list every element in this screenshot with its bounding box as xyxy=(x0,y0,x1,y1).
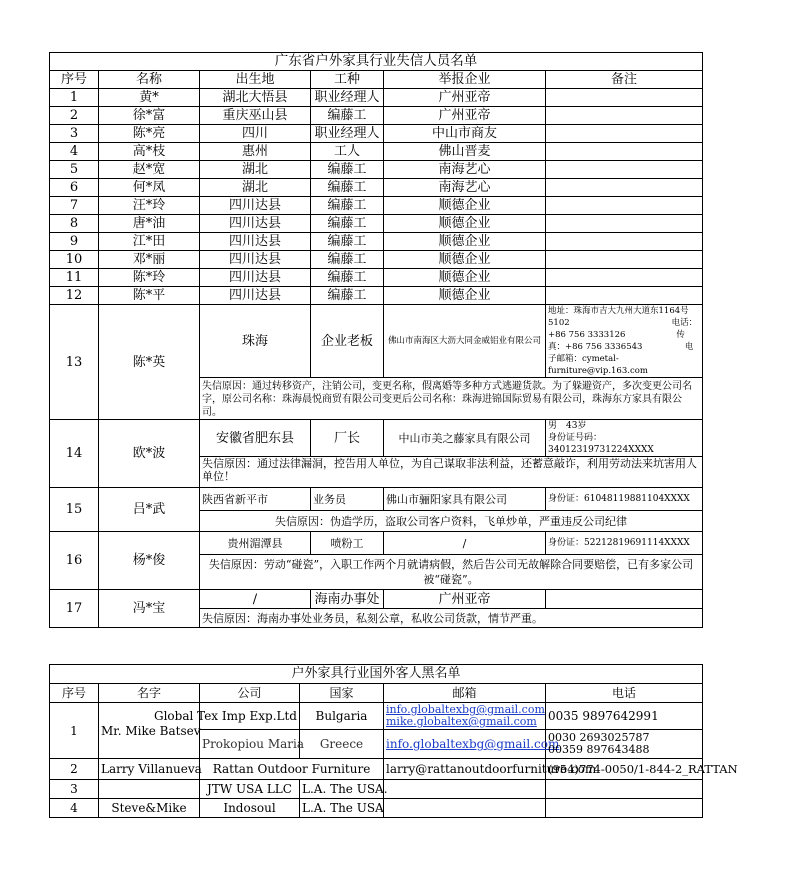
row-company: Global Tex Imp Exp.Ltd xyxy=(200,703,300,730)
row-company: 佛山市南海区大沥大同金威铝业有限公司 xyxy=(384,305,546,378)
header-country: 国家 xyxy=(300,684,384,703)
row-no: 15 xyxy=(50,488,99,532)
row-reason: 失信原因：海南办事处业务员，私刻公章，私收公司货款，情节严重。 xyxy=(200,609,703,628)
table-row xyxy=(50,107,703,125)
row-no: 7 xyxy=(50,197,99,215)
row-job: 编藤工 xyxy=(311,215,384,233)
row-note xyxy=(546,179,703,197)
row-note xyxy=(546,125,703,143)
email-link[interactable]: info.globaltexbg@gmail.com xyxy=(386,703,545,716)
row-name: 冯*宝 xyxy=(99,590,200,628)
row-company: / xyxy=(384,532,546,555)
header-origin: 出生地 xyxy=(200,71,311,89)
row-job: 职业经理人 xyxy=(311,89,384,107)
table-row xyxy=(50,269,703,287)
row-job: 业务员 xyxy=(311,488,384,511)
row-company: 顺德企业 xyxy=(384,215,546,233)
row-company: 佛山市骊阳家具有限公司 xyxy=(384,488,546,511)
table-row xyxy=(50,143,703,161)
row-no: 2 xyxy=(50,107,99,125)
row-company: 南海艺心 xyxy=(384,161,546,179)
row-no: 3 xyxy=(50,125,99,143)
email-link[interactable]: info.globaltexbg@gmail.com xyxy=(386,737,560,751)
row-job: 海南办事处 xyxy=(311,590,384,609)
row-name xyxy=(99,780,200,799)
row-email xyxy=(384,780,546,799)
table-row xyxy=(50,780,703,799)
table-row xyxy=(50,161,703,179)
row-no: 13 xyxy=(50,305,99,420)
row-job: 编藤工 xyxy=(311,269,384,287)
row-no: 14 xyxy=(50,420,99,488)
row-name: 徐*富 xyxy=(99,107,200,125)
row-no: 4 xyxy=(50,143,99,161)
row-company: 南海艺心 xyxy=(384,179,546,197)
row-no: 16 xyxy=(50,532,99,590)
row-country: Greece xyxy=(300,730,384,759)
row-no: 3 xyxy=(50,780,99,799)
row-name: 陈*平 xyxy=(99,287,200,305)
header-row xyxy=(50,684,703,703)
row-name: 欧*波 xyxy=(99,420,200,488)
table-row xyxy=(50,420,703,457)
row-name: Steve&Mike xyxy=(99,799,200,818)
row-job: 编藤工 xyxy=(311,233,384,251)
foreign-blacklist-table xyxy=(49,664,738,818)
table-row xyxy=(50,799,703,818)
header-phone: 电话 xyxy=(546,684,703,703)
row-name: 陈*玲 xyxy=(99,269,200,287)
row-origin: 四川达县 xyxy=(200,197,311,215)
row-company: Indosoul xyxy=(200,799,300,818)
row-email xyxy=(384,703,546,730)
row-company: Rattan Outdoor Furniture xyxy=(200,759,384,780)
row-company: 顺德企业 xyxy=(384,287,546,305)
row-phone: (954)774-0050/1-844-2_RATTAN xyxy=(546,759,703,780)
row-note: 身份证：61048119881104XXXX xyxy=(546,488,703,511)
row-no: 2 xyxy=(50,759,99,780)
row-note xyxy=(546,590,703,609)
row-origin: 惠州 xyxy=(200,143,311,161)
row-phone xyxy=(546,780,703,799)
row-no: 1 xyxy=(50,703,99,759)
row-note xyxy=(546,89,703,107)
row-origin: 安徽省肥东县 xyxy=(200,420,311,457)
row-origin: 四川达县 xyxy=(200,269,311,287)
table-row xyxy=(50,759,703,780)
row-note xyxy=(546,251,703,269)
row-note xyxy=(546,143,703,161)
blacklist-table xyxy=(49,52,703,628)
row-name: 江*田 xyxy=(99,233,200,251)
row-no: 4 xyxy=(50,799,99,818)
row-phone xyxy=(546,730,703,759)
row-name: 黄* xyxy=(99,89,200,107)
row-company: Prokopiou Maria xyxy=(200,730,300,759)
row-job: 厂长 xyxy=(311,420,384,457)
row-origin: 贵州湄潭县 xyxy=(200,532,311,555)
table-row xyxy=(50,233,703,251)
table-row xyxy=(50,305,703,378)
header-job: 工种 xyxy=(311,71,384,89)
phone-line: 00359 897643488 xyxy=(548,743,650,756)
row-job: 编藤工 xyxy=(311,179,384,197)
row-job: 编藤工 xyxy=(311,107,384,125)
header-no: 序号 xyxy=(50,71,99,89)
row-job: 工人 xyxy=(311,143,384,161)
row-name: 陈*亮 xyxy=(99,125,200,143)
row-origin: 湖北大悟县 xyxy=(200,89,311,107)
row-name: 高*枝 xyxy=(99,143,200,161)
row-reason: 失信原因：通过法律漏洞，控告用人单位，为自己谋取非法利益，还蓄意敲诈，利用劳动法来坑害用人单位！ xyxy=(200,457,703,488)
row-origin: 四川达县 xyxy=(200,233,311,251)
row-name: 陈*英 xyxy=(99,305,200,420)
table-row xyxy=(50,287,703,305)
row-reason: 失信原因：通过转移资产，注销公司，变更名称，假离婚等多种方式逃避货款。为了躲避资产，多次变更公司名字，原公司名称：珠海晨悦商贸有限公司变更后公司名称：珠海进锦国际贸易有限公司，珠海东方家具有限公司。 xyxy=(200,378,703,420)
header-note: 备注 xyxy=(546,71,703,89)
row-country: Bulgaria xyxy=(300,703,384,730)
row-company: 广州亚帝 xyxy=(384,590,546,609)
row-job: 编藤工 xyxy=(311,287,384,305)
header-name: 名称 xyxy=(99,71,200,89)
row-name: 唐*油 xyxy=(99,215,200,233)
row-name: Larry Villanueva xyxy=(99,759,200,780)
row-job: 编藤工 xyxy=(311,197,384,215)
note-line: 身份证号码：34012319731224XXXX xyxy=(548,433,654,455)
row-company: 中山市商友 xyxy=(384,125,546,143)
row-reason: 失信原因：伪造学历，盗取公司客户资料，飞单炒单，严重违反公司纪律 xyxy=(200,511,703,532)
table-row xyxy=(50,590,703,609)
row-phone: 0035 9897642991 xyxy=(546,703,703,730)
row-note xyxy=(546,107,703,125)
table-title: 户外家具行业国外客人黑名单 xyxy=(50,665,703,684)
header-company: 举报企业 xyxy=(384,71,546,89)
row-note xyxy=(546,233,703,251)
note-line: 男 43岁 xyxy=(548,421,587,431)
row-name: 邓*丽 xyxy=(99,251,200,269)
row-note xyxy=(546,197,703,215)
row-job: 企业老板 xyxy=(311,305,384,378)
row-name: 何*凤 xyxy=(99,179,200,197)
row-company: 顺德企业 xyxy=(384,197,546,215)
row-company: JTW USA LLC xyxy=(200,780,300,799)
row-origin: 重庆巫山县 xyxy=(200,107,311,125)
row-no: 5 xyxy=(50,161,99,179)
row-origin: 四川达县 xyxy=(200,251,311,269)
row-job: 编藤工 xyxy=(311,251,384,269)
row-note xyxy=(546,269,703,287)
row-company: 广州亚帝 xyxy=(384,89,546,107)
row-note xyxy=(546,215,703,233)
row-name: 汪*玲 xyxy=(99,197,200,215)
row-note xyxy=(546,420,703,457)
table-row xyxy=(50,488,703,511)
row-origin: 四川达县 xyxy=(200,215,311,233)
table-row xyxy=(50,197,703,215)
table-title: 广东省户外家具行业失信人员名单 xyxy=(50,53,703,71)
row-country: L.A. The USA xyxy=(300,799,384,818)
row-note xyxy=(546,287,703,305)
row-job: 喷粉工 xyxy=(311,532,384,555)
row-company: 顺德企业 xyxy=(384,233,546,251)
table-row xyxy=(50,532,703,555)
row-job: 职业经理人 xyxy=(311,125,384,143)
row-company: 中山市美之藤家具有限公司 xyxy=(384,420,546,457)
row-note xyxy=(546,161,703,179)
row-email: larry@rattanoutdoorfurniture.com xyxy=(384,759,546,780)
row-origin: / xyxy=(200,590,311,609)
table-row xyxy=(50,215,703,233)
row-company: 顺德企业 xyxy=(384,269,546,287)
row-no: 12 xyxy=(50,287,99,305)
row-origin: 四川 xyxy=(200,125,311,143)
email-link[interactable]: mike.globaltex@gmail.com xyxy=(386,715,537,728)
row-no: 1 xyxy=(50,89,99,107)
header-no: 序号 xyxy=(50,684,99,703)
row-phone xyxy=(546,799,703,818)
table-row xyxy=(50,89,703,107)
row-country: L.A. The USA. xyxy=(300,780,384,799)
header-row xyxy=(50,71,703,89)
row-no: 6 xyxy=(50,179,99,197)
table-row xyxy=(50,703,703,730)
row-name: Mr. Mike Batsev xyxy=(99,703,200,759)
phone-line: 0030 2693025787 xyxy=(548,731,650,744)
row-note: 地址：珠海市吉大九州大道东1164号5102 电话：+86 756 3333126 传真：+86 756 3336543 电子邮箱：cymetal-furniture@vip.163.com xyxy=(546,305,703,378)
row-origin: 湖北 xyxy=(200,161,311,179)
row-origin: 四川达县 xyxy=(200,287,311,305)
row-name: 赵*宽 xyxy=(99,161,200,179)
row-origin: 湖北 xyxy=(200,179,311,197)
table-row xyxy=(50,251,703,269)
row-name: 杨*俊 xyxy=(99,532,200,590)
table-row xyxy=(50,179,703,197)
row-email xyxy=(384,730,560,759)
row-company: 佛山晋麦 xyxy=(384,143,546,161)
row-origin: 珠海 xyxy=(200,305,311,378)
row-company: 顺德企业 xyxy=(384,251,546,269)
row-no: 11 xyxy=(50,269,99,287)
header-company: 公司 xyxy=(200,684,300,703)
row-no: 8 xyxy=(50,215,99,233)
row-company: 广州亚帝 xyxy=(384,107,546,125)
row-origin: 陕西省新平市 xyxy=(200,488,311,511)
table-row xyxy=(50,125,703,143)
header-email: 邮箱 xyxy=(384,684,546,703)
row-no: 10 xyxy=(50,251,99,269)
row-no: 9 xyxy=(50,233,99,251)
row-no: 17 xyxy=(50,590,99,628)
header-name: 名字 xyxy=(99,684,200,703)
row-job: 编藤工 xyxy=(311,161,384,179)
row-email xyxy=(384,799,546,818)
row-note: 身份证：52212819691114XXXX xyxy=(546,532,703,555)
row-reason: 失信原因：劳动“碰瓷”，入职工作两个月就请病假，然后告公司无故解除合同要赔偿，已有多家公司被“碰瓷”。 xyxy=(200,555,703,590)
row-name: 吕*武 xyxy=(99,488,200,532)
